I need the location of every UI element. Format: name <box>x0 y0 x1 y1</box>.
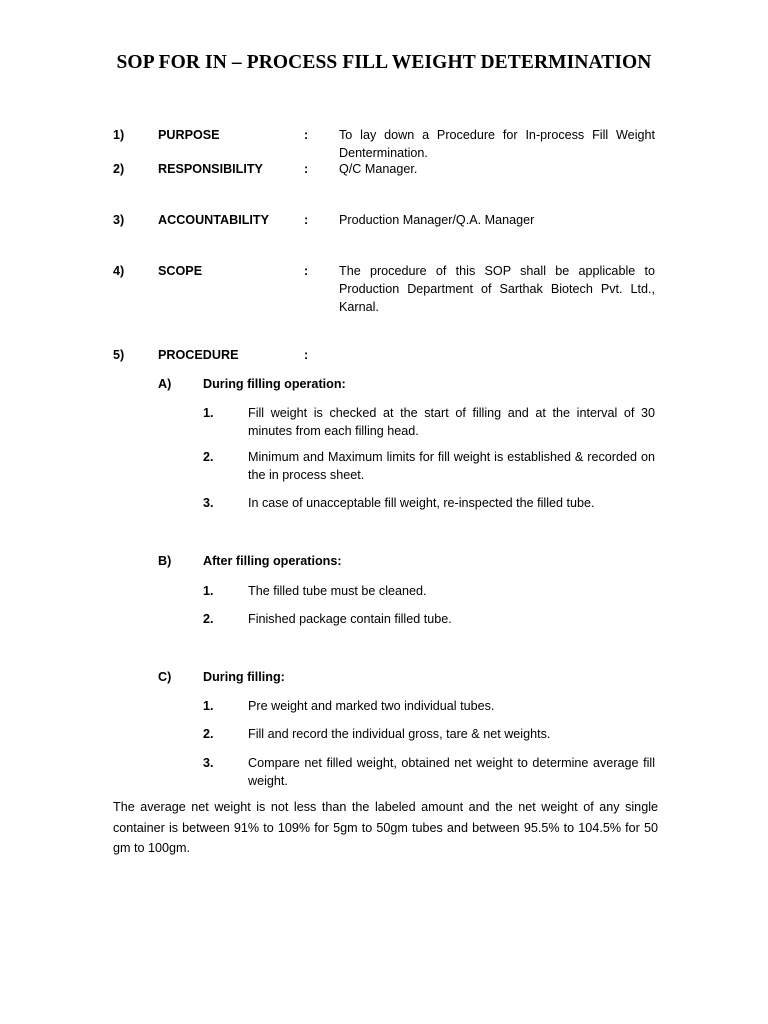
list-item-number: 3. <box>203 756 214 770</box>
subsection-letter: B) <box>158 554 172 568</box>
subsection-title: After filling operations: <box>203 554 342 568</box>
list-item-number: 2. <box>203 450 214 464</box>
list-item-text: The filled tube must be cleaned. <box>248 584 427 598</box>
subsection-title: During filling operation: <box>203 377 346 391</box>
list-item-number: 2. <box>203 727 214 741</box>
section-number: 1) <box>113 128 125 142</box>
list-item-number: 1. <box>203 406 214 420</box>
section-colon: : <box>304 348 309 362</box>
list-item-text: Compare net filled weight, obtained net weight to determine average fill weight. <box>248 756 655 788</box>
section-number: 4) <box>113 264 125 278</box>
list-item-number: 2. <box>203 612 214 626</box>
subsection-letter: A) <box>158 377 172 391</box>
section-colon: : <box>304 128 309 142</box>
subsection-title: During filling: <box>203 670 285 684</box>
list-item-text: Finished package contain filled tube. <box>248 612 452 626</box>
section-label: ACCOUNTABILITY <box>158 213 270 227</box>
list-item-text: In case of unacceptable fill weight, re-inspected the filled tube. <box>248 496 595 510</box>
section-label: SCOPE <box>158 264 203 278</box>
list-item-text: Pre weight and marked two individual tubes. <box>248 699 495 713</box>
section-value: Q/C Manager. <box>339 162 418 176</box>
document-title: SOP FOR IN – PROCESS FILL WEIGHT DETERMINATION <box>116 52 652 73</box>
section-value: Production Manager/Q.A. Manager <box>339 213 535 227</box>
section-label: PURPOSE <box>158 128 220 142</box>
section-colon: : <box>304 213 309 227</box>
section-value: The procedure of this SOP shall be applicable to Production Department of Sarthak Biotech Pvt. Ltd., Karnal. <box>339 264 655 314</box>
section-label: PROCEDURE <box>158 348 239 362</box>
section-label: RESPONSIBILITY <box>158 162 263 176</box>
list-item-number: 1. <box>203 584 214 598</box>
section-number: 3) <box>113 213 125 227</box>
section-colon: : <box>304 264 309 278</box>
list-item-number: 1. <box>203 699 214 713</box>
section-value: To lay down a Procedure for In-process Fill Weight Dentermination. <box>339 128 655 160</box>
list-item-text: Fill and record the individual gross, tare & net weights. <box>248 727 551 741</box>
list-item-number: 3. <box>203 496 214 510</box>
section-colon: : <box>304 162 309 176</box>
list-item-text: Minimum and Maximum limits for fill weight is established & recorded on the in process sheet. <box>248 450 655 482</box>
section-number: 2) <box>113 162 125 176</box>
list-item-text: Fill weight is checked at the start of filling and at the interval of 30 minutes from each filling head. <box>248 406 655 438</box>
closing-paragraph: The average net weight is not less than the labeled amount and the net weight of any single container is between 91% to 109% for 5gm to 50gm tubes and between 95.5% to 104.5% for 50 gm to 100gm. <box>113 800 658 855</box>
section-number: 5) <box>113 348 125 362</box>
subsection-letter: C) <box>158 670 172 684</box>
